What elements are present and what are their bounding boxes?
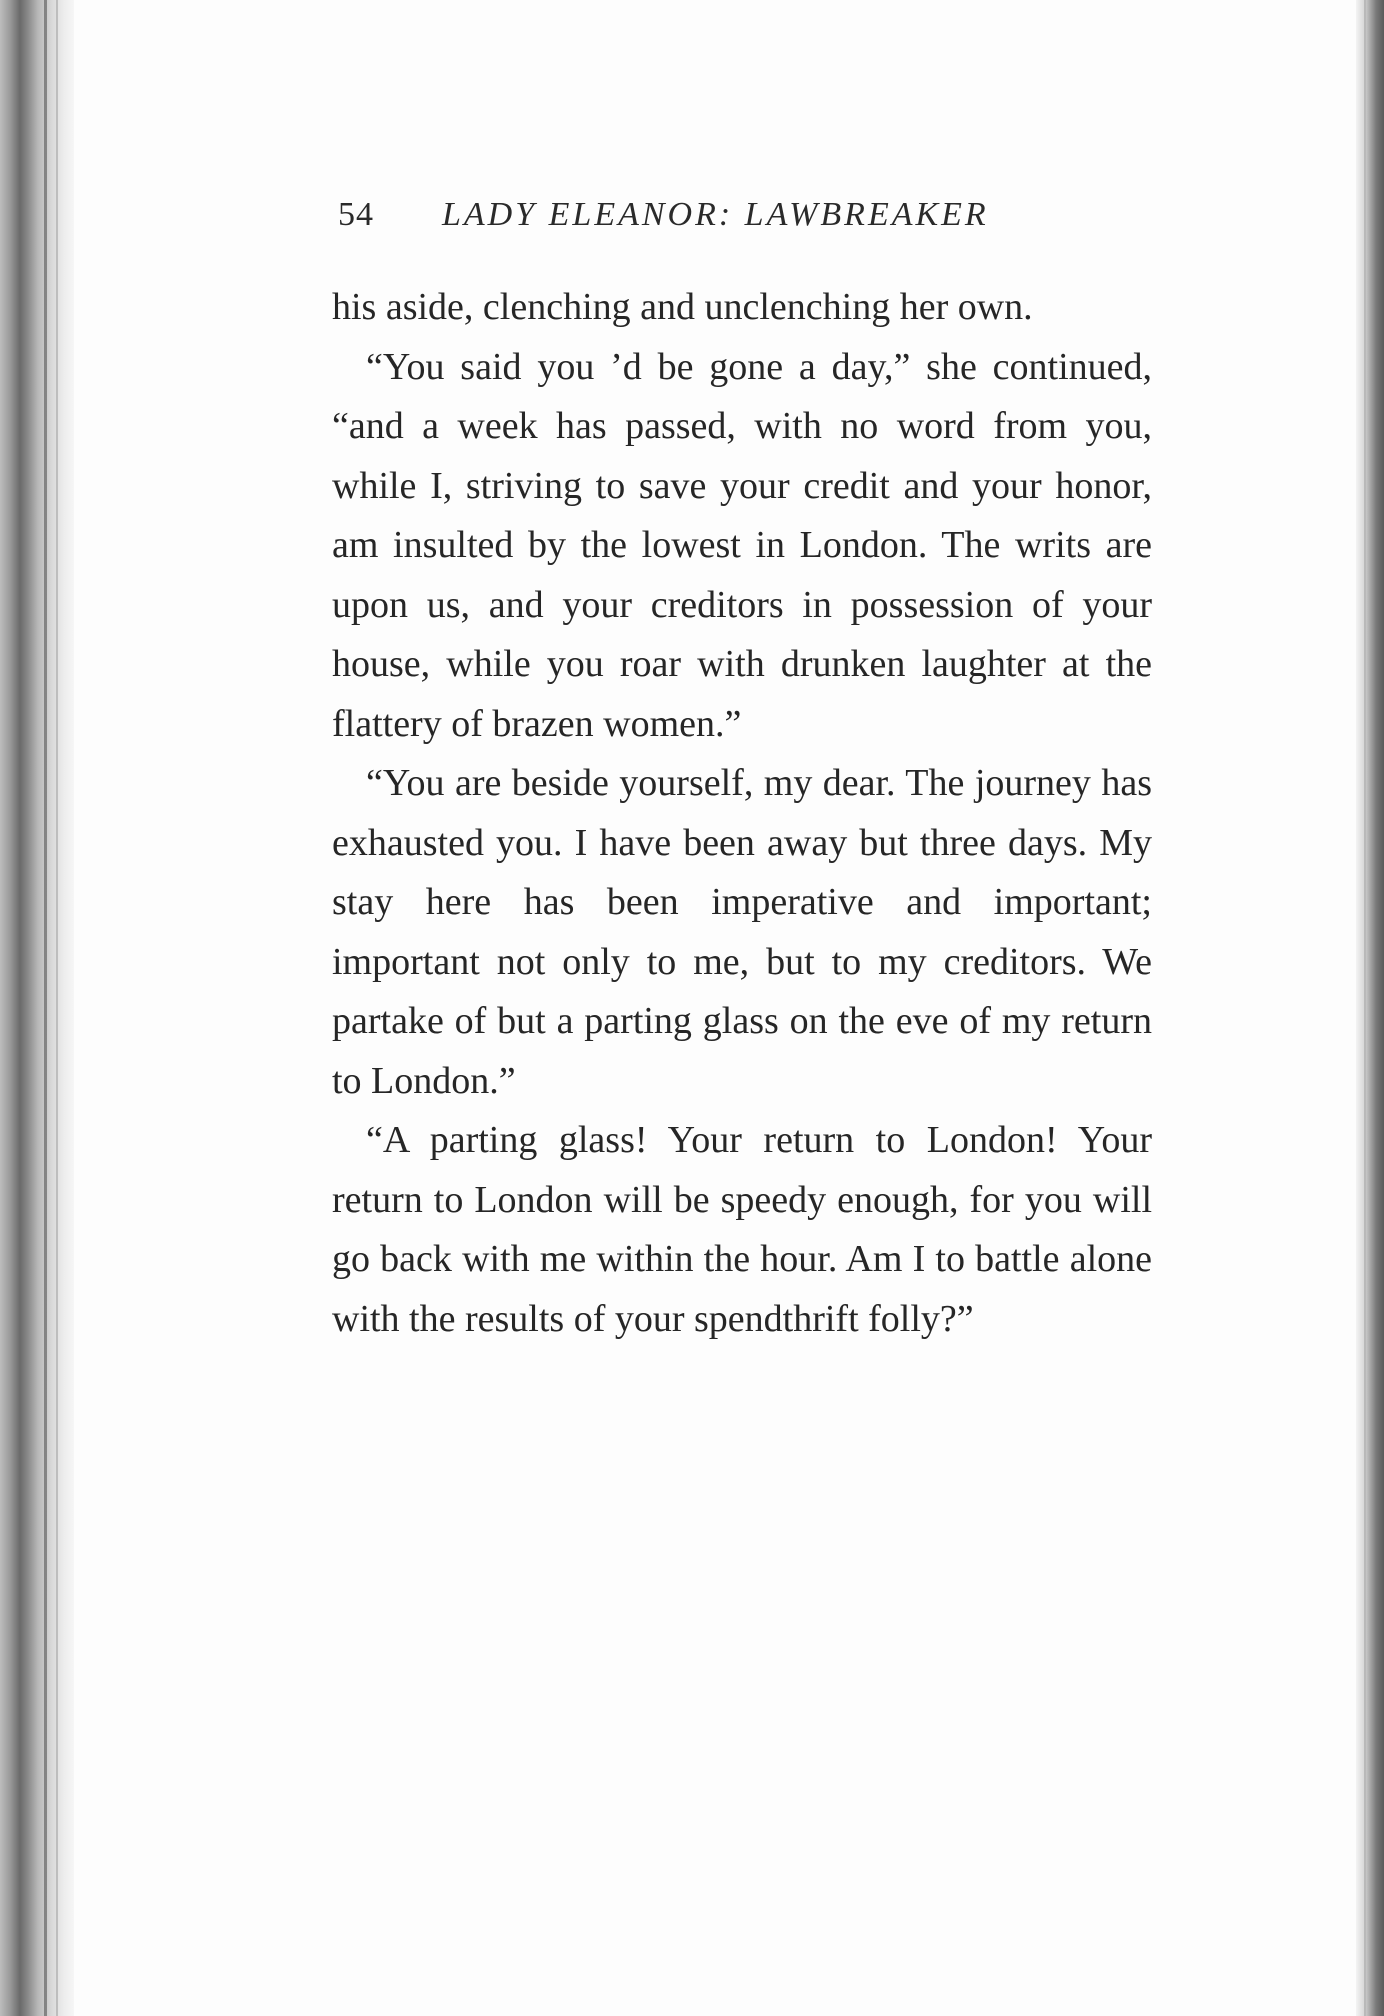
page-edge-line: [1364, 0, 1366, 2016]
binding-shadow-line: [44, 0, 47, 2016]
body-text: [332, 278, 1152, 1349]
paragraph: “You are beside yourself, my dear. The journey has exhausted you. I have been away but three days. My stay here has been imperative and important; important not only to me, but to my creditors. We partake of but a parting glass on the eve of my return to London.”: [332, 762, 1152, 1102]
running-title: LADY ELEANOR: LAWBREAKER: [442, 196, 989, 233]
paragraph: his aside, clenching and unclenching her own.: [332, 286, 1033, 328]
running-head: [338, 196, 1058, 246]
binding-shadow-line-light: [56, 0, 58, 2016]
paragraph: “You said you ’d be gone a day,” she continued, “and a week has passed, with no word from you, while I, striving to save your credit and your honor, am insulted by the lowest in London. The writs are upon us, and your creditors in possession of your house, while you roar with drunken laughter at the flattery of brazen women.”: [332, 345, 1152, 745]
paragraph: “A parting glass! Your return to London! Your return to London will be speedy enough, for you will go back with me within the hour. Am I to battle alone with the results of your spendthrift folly?”: [332, 1119, 1152, 1340]
page-right-edge: [1356, 0, 1384, 2016]
book-binding-gutter: [0, 0, 74, 2016]
page-number: 54: [338, 196, 374, 233]
